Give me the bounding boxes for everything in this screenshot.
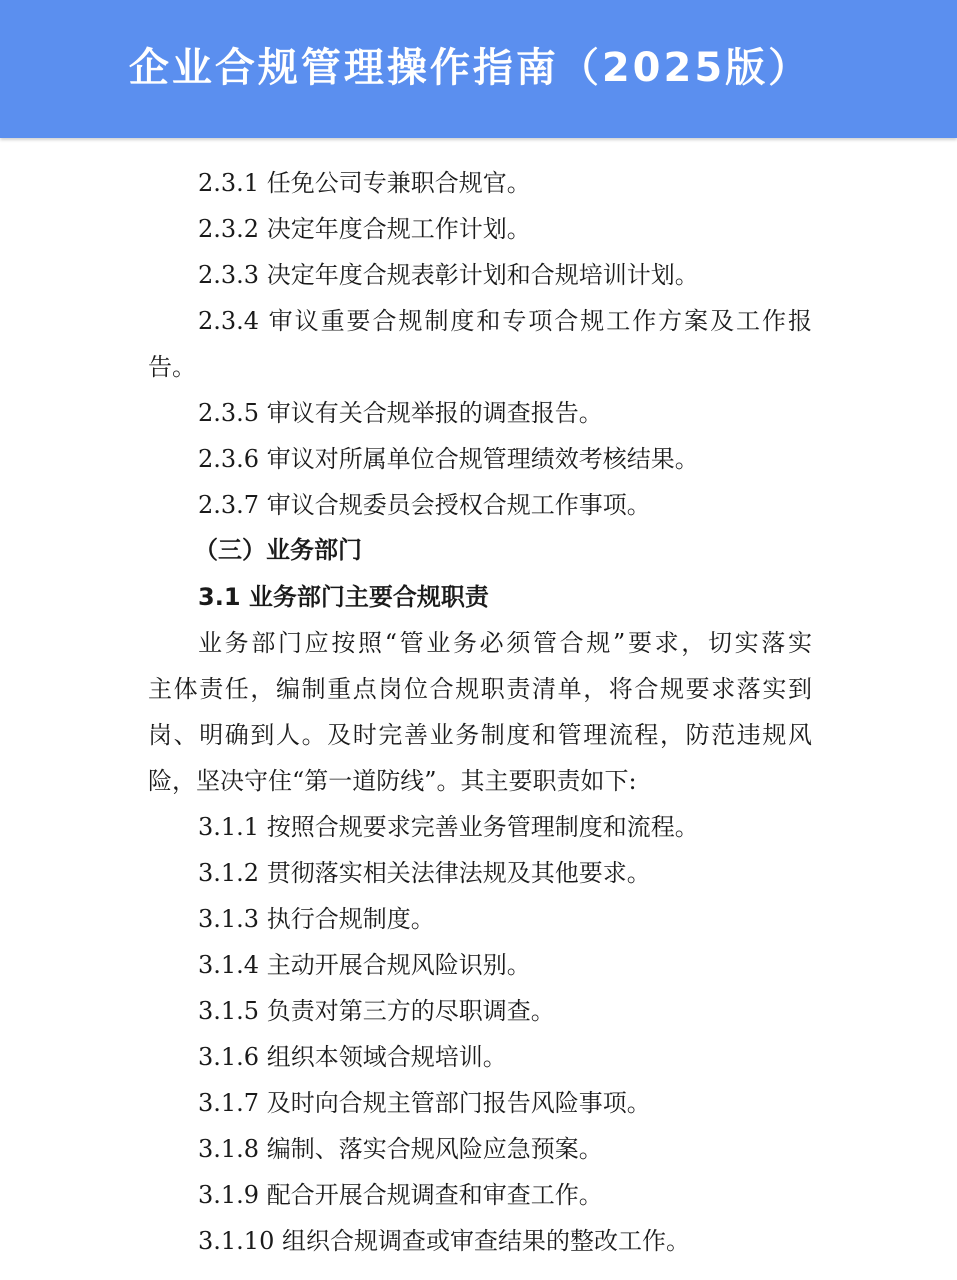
page-title: 企业合规管理操作指南（2025版） — [128, 45, 812, 91]
section-heading: （三）业务部门 — [194, 536, 362, 564]
list-item: 3.1.6 组织本领域合规培训。 — [198, 1043, 507, 1071]
list-item: 3.1.7 及时向合规主管部门报告风险事项。 — [198, 1089, 651, 1117]
list-item: 2.3.6 审议对所属单位合规管理绩效考核结果。 — [198, 445, 699, 473]
subsection-heading: 3.1 业务部门主要合规职责 — [198, 583, 489, 611]
list-item: 2.3.7 审议合规委员会授权合规工作事项。 — [198, 491, 651, 519]
list-item: 3.1.1 按照合规要求完善业务管理制度和流程。 — [198, 813, 699, 841]
list-item: 3.1.8 编制、落实合规风险应急预案。 — [198, 1135, 603, 1163]
list-item: 3.1.4 主动开展合规风险识别。 — [198, 951, 531, 979]
paragraph-line: 险，坚决守住“第一道防线”。其主要职责如下: — [148, 767, 637, 795]
list-item: 2.3.4 审议重要合规制度和专项合规工作方案及工作报 — [198, 307, 812, 335]
list-item: 2.3.5 审议有关合规举报的调查报告。 — [198, 399, 603, 427]
list-item: 3.1.5 负责对第三方的尽职调查。 — [198, 997, 555, 1025]
list-item: 2.3.3 决定年度合规表彰计划和合规培训计划。 — [198, 261, 699, 289]
paragraph-line: 主体责任，编制重点岗位合规职责清单，将合规要求落实到 — [148, 675, 812, 703]
list-item: 3.1.2 贯彻落实相关法律法规及其他要求。 — [198, 859, 651, 887]
list-item: 3.1.9 配合开展合规调查和审查工作。 — [198, 1181, 603, 1209]
list-item-continuation: 告。 — [148, 353, 196, 381]
list-item: 2.3.1 任免公司专兼职合规官。 — [198, 169, 531, 197]
list-item: 2.3.2 决定年度合规工作计划。 — [198, 215, 531, 243]
list-item: 3.1.3 执行合规制度。 — [198, 905, 435, 933]
paragraph-line: 岗、明确到人。及时完善业务制度和管理流程，防范违规风 — [148, 721, 812, 749]
list-item: 3.1.10 组织合规调查或审查结果的整改工作。 — [198, 1227, 690, 1255]
header-banner — [0, 0, 957, 138]
paragraph-line: 业务部门应按照“管业务必须管合规”要求，切实落实 — [198, 629, 812, 657]
